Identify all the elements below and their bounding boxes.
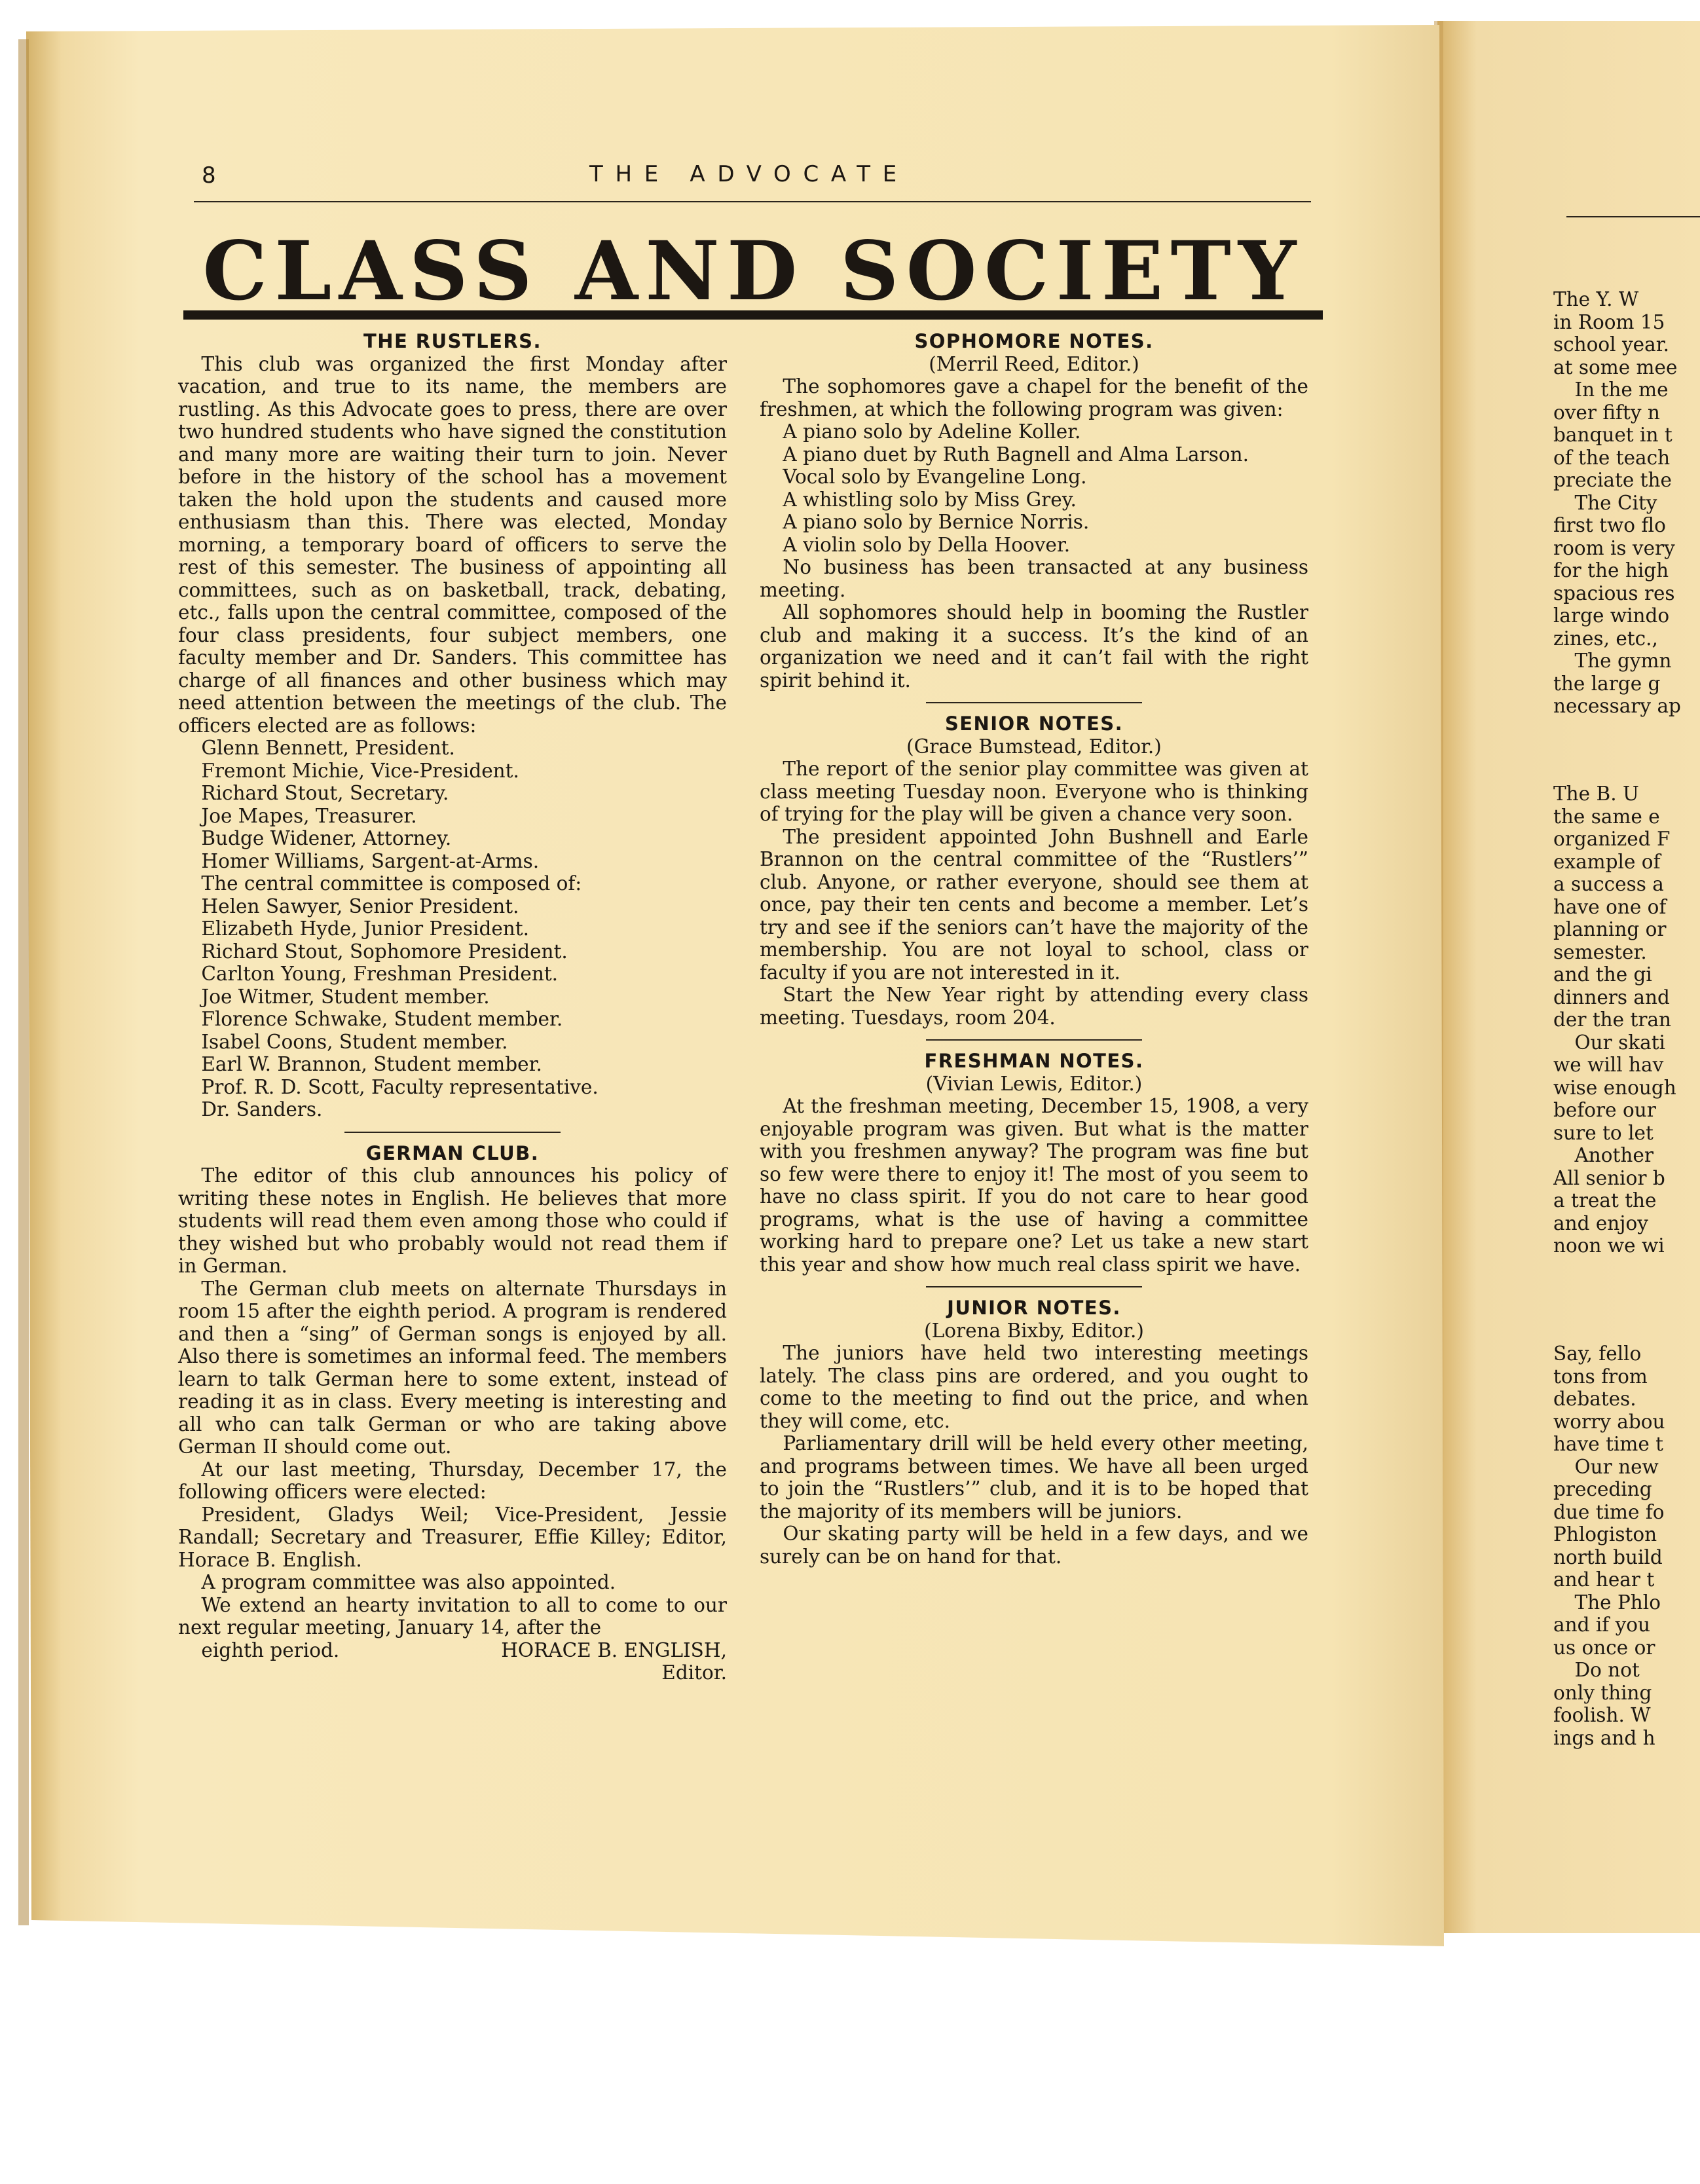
senior-notes-article — [760, 713, 1308, 1029]
junior-editor: (Lorena Bixby, Editor.) — [924, 1319, 1144, 1342]
fragment-line: All senior b — [1553, 1166, 1665, 1189]
editor-signature-title: Editor. — [661, 1661, 727, 1684]
freshman-editor: (Vivian Lewis, Editor.) — [925, 1072, 1143, 1095]
fragment-line: of the teach — [1553, 446, 1671, 469]
fragment-line: example of — [1553, 850, 1661, 873]
paragraph: The German club meets on alternate Thursdays in room 15 after the eighth period. A program is rendered and then a “sing” of German songs is enjoyed by all. Also there is sometimes an informal feed. The members learn to talk German here to some extent, instead of reading it as in class. Every meeting is interesting and all who can talk German or who are taking above German II should come out. — [178, 1277, 727, 1458]
fragment-line: a success a — [1553, 873, 1664, 895]
senior-heading: SENIOR NOTES. — [944, 713, 1124, 735]
fragment-line: Our new — [1574, 1455, 1659, 1478]
fragment-line: over fifty n — [1553, 401, 1660, 424]
publication-header: THE ADVOCATE — [589, 161, 909, 187]
fragment-line: spacious res — [1553, 582, 1675, 604]
section-divider — [926, 1039, 1142, 1041]
sophomore-editor: (Merril Reed, Editor.) — [929, 352, 1139, 375]
list-item: Richard Stout, Secretary. — [201, 782, 449, 804]
fragment-line: before our — [1553, 1099, 1656, 1121]
fragment-line: in Room 15 — [1553, 310, 1665, 333]
left-column — [178, 330, 727, 1684]
list-item: Budge Widener, Attorney. — [201, 827, 452, 849]
fragment-line: der the tran — [1553, 1009, 1672, 1031]
fragment-line: sure to let — [1553, 1121, 1654, 1144]
rustlers-heading: THE RUSTLERS. — [363, 330, 542, 352]
fragment-line: The B. U — [1553, 783, 1639, 805]
fragment-line: first two flo — [1553, 514, 1666, 536]
fragment-line: The gymn — [1574, 650, 1672, 672]
list-item: Glenn Bennett, President. — [201, 737, 455, 759]
paragraph: A program committee was also appointed. — [201, 1571, 616, 1593]
section-divider — [926, 702, 1142, 703]
list-item: Helen Sawyer, Senior President. — [201, 895, 519, 917]
rustlers-body: This club was organized the first Monday after vacation, and true to its name, the members are rustling. As this Advocate goes to press, there are over two hundred students who have signed the constitution and many more are waiting their turn to join. Never before in the history of the school has a movement taken the hold upon the students and caused more enthusiasm than this. There was elected, Monday morning, a temporary board of officers to serve the rest of this semester. The business of appointing all committees, such as on basketball, track, debating, etc., falls upon the central committee, composed of the four class presidents, four subject members, one faculty member and Dr. Sanders. This committee has charge of all finances and other business which may need attention between the meetings of the club. The officers elected are as follows: — [178, 352, 727, 737]
list-item: A piano duet by Ruth Bagnell and Alma Larson. — [783, 443, 1249, 466]
sophomore-program-list — [760, 420, 1308, 556]
fragment-line: and enjoy — [1553, 1212, 1648, 1234]
junior-heading: JUNIOR NOTES. — [947, 1297, 1121, 1319]
next-page-fragment-3 — [1553, 1342, 1700, 1749]
list-item: Vocal solo by Evangeline Long. — [783, 466, 1087, 488]
freshman-heading: FRESHMAN NOTES. — [924, 1050, 1144, 1072]
middle-column — [760, 330, 1308, 1568]
list-item: The central committee is composed of: — [201, 872, 582, 895]
list-item: A piano solo by Bernice Norris. — [783, 511, 1090, 533]
fragment-line: organized F — [1553, 828, 1671, 850]
fragment-line: north build — [1553, 1545, 1663, 1568]
list-item: Homer Williams, Sargent-at-Arms. — [201, 849, 540, 872]
fragment-line: a treat the — [1553, 1189, 1657, 1212]
list-item: Carlton Young, Freshman President. — [201, 963, 559, 985]
list-item: Joe Witmer, Student member. — [201, 985, 490, 1008]
fragment-line: dinners and — [1553, 986, 1670, 1009]
list-item: Elizabeth Hyde, Junior President. — [201, 917, 530, 940]
fragment-line: The City — [1574, 491, 1657, 514]
next-page-fragment-1 — [1553, 288, 1700, 718]
paragraph: The sophomores gave a chapel for the benefit of the freshmen, at which the following program was given: — [760, 375, 1308, 420]
fragment-line: for the high — [1553, 559, 1669, 582]
paragraph: The president appointed John Bushnell and Earle Brannon on the central committee of the “Rustlers’” club. Anyone, or rather everyone, should see them at once, pay their ten cents and become a member. Let’s try and see if the seniors can’t have the majority of the membership. You are not loyal to school, class or faculty if you are not interested in it. — [760, 825, 1308, 984]
fragment-line: room is very — [1553, 536, 1675, 559]
german-club-article — [178, 1142, 727, 1684]
junior-notes-article — [760, 1297, 1308, 1568]
fragment-line: foolish. W — [1553, 1704, 1651, 1726]
next-page-fragment-2 — [1553, 783, 1700, 1257]
fragment-line: and hear t — [1553, 1568, 1655, 1591]
fragment-line: us once or — [1553, 1636, 1655, 1659]
fragment-line: we will hav — [1553, 1054, 1664, 1076]
fragment-line: have time t — [1553, 1433, 1664, 1455]
fragment-line: preciate the — [1553, 469, 1672, 491]
signature-line — [178, 1639, 727, 1662]
german-club-heading: GERMAN CLUB. — [365, 1141, 540, 1164]
paragraph: The report of the senior play committee was given at class meeting Tuesday noon. Everyone who is thinking of trying for the play will be given a chance very soon. — [760, 758, 1308, 825]
list-item: Joe Mapes, Treasurer. — [201, 804, 417, 827]
editor-signature: HORACE B. ENGLISH, — [501, 1638, 727, 1661]
fragment-line: planning or — [1553, 918, 1667, 940]
fragment-line: Say, fello — [1553, 1342, 1642, 1365]
paragraph: The juniors have held two interesting meetings lately. The class pins are ordered, and you ought to come to the meeting to find out the price, and when they will come, etc. — [760, 1342, 1308, 1432]
paragraph: We extend an hearty invitation to all to come to our next regular meeting, January 14, after the — [178, 1593, 727, 1638]
senior-editor: (Grace Bumstead, Editor.) — [906, 735, 1162, 758]
paragraph: Parliamentary drill will be held every other meeting, and programs between times. We have all been urged to join the “Rustlers’” club, and it is to be hoped that the majority of its members will be juniors. — [760, 1432, 1308, 1523]
fragment-line: The Phlo — [1574, 1591, 1661, 1614]
list-item: Isabel Coons, Student member. — [201, 1030, 508, 1053]
fragment-line: at some mee — [1553, 356, 1678, 379]
section-divider — [926, 1286, 1142, 1287]
page-title: CLASS AND SOCIETY — [202, 224, 1304, 319]
fragment-line: wise enough — [1553, 1076, 1676, 1099]
fragment-line: the same e — [1553, 805, 1660, 828]
fragment-line: semester. — [1553, 940, 1647, 963]
section-divider — [344, 1132, 561, 1133]
paragraph: At the freshman meeting, December 15, 1908, a very enjoyable program was given. But what is the matter with you freshmen anyway? The program was fine but so few were there to enjoy it! The most of you seem to have no class spirit. If you do not care to hear good programs, what is the use of having a committee working hard to prepare one? Let us take a new start this year and show how much real class spirit we have. — [760, 1095, 1308, 1276]
fragment-line: worry abou — [1553, 1410, 1665, 1433]
fragment-line: Do not — [1574, 1659, 1640, 1681]
rustlers-article — [178, 330, 727, 1121]
list-item: Prof. R. D. Scott, Faculty representative. — [201, 1075, 599, 1098]
list-item: Dr. Sanders. — [201, 1098, 323, 1120]
fragment-line: the large g — [1553, 672, 1661, 695]
fragment-line: Our skati — [1574, 1031, 1665, 1054]
fragment-line: have one of — [1553, 895, 1667, 918]
sophomore-heading: SOPHOMORE NOTES. — [914, 330, 1154, 352]
list-item: A whistling solo by Miss Grey. — [783, 488, 1077, 511]
paragraph: President, Gladys Weil; Vice-President, Jessie Randall; Secretary and Treasurer, Effie Killey; Editor, Horace B. English. — [178, 1503, 727, 1571]
fragment-line: and if you — [1553, 1614, 1651, 1636]
fragment-line: noon we wi — [1553, 1234, 1665, 1257]
fragment-line: due time fo — [1553, 1500, 1665, 1523]
paragraph-end: eighth period. — [201, 1638, 340, 1661]
fragment-line: only thing — [1553, 1681, 1652, 1704]
sophomore-notes-article — [760, 330, 1308, 692]
list-item: Richard Stout, Sophomore President. — [201, 940, 568, 963]
paragraph: All sophomores should help in booming the Rustler club and making it a success. It’s the kind of an organization we need and it can’t fail with the right spirit behind it. — [760, 601, 1308, 692]
fragment-line: The Y. W — [1553, 288, 1639, 310]
page-number: 8 — [202, 162, 216, 189]
rustlers-officer-list — [178, 737, 727, 1121]
paragraph: At our last meeting, Thursday, December 17, the following officers were elected: — [178, 1458, 727, 1503]
fragment-line: ings and h — [1553, 1726, 1655, 1749]
freshman-notes-article — [760, 1050, 1308, 1276]
paragraph: Start the New Year right by attending every class meeting. Tuesdays, room 204. — [760, 984, 1308, 1029]
fragment-line: necessary ap — [1553, 695, 1681, 717]
list-item: Earl W. Brannon, Student member. — [201, 1053, 542, 1075]
fragment-line: Another — [1574, 1144, 1654, 1166]
fragment-line: school year. — [1553, 333, 1669, 356]
fragment-line: and the gi — [1553, 963, 1652, 986]
list-item: Florence Schwake, Student member. — [201, 1008, 563, 1030]
list-item: A piano solo by Adeline Koller. — [783, 420, 1081, 443]
fragment-line: In the me — [1574, 379, 1669, 401]
paragraph: No business has been transacted at any business meeting. — [760, 556, 1308, 601]
fragment-line: debates. — [1553, 1388, 1636, 1410]
list-item: A violin solo by Della Hoover. — [783, 533, 1071, 556]
fragment-line: large windo — [1553, 604, 1670, 627]
fragment-line: zines, etc., — [1553, 627, 1658, 650]
paragraph: Our skating party will be held in a few days, and we surely can be on hand for that. — [760, 1523, 1308, 1568]
fragment-line: banquet in t — [1553, 424, 1672, 446]
fragment-line: tons from — [1553, 1365, 1648, 1388]
fragment-line: Phlogiston — [1553, 1523, 1657, 1545]
fragment-line: preceding — [1553, 1478, 1652, 1500]
list-item: Fremont Michie, Vice-President. — [201, 759, 519, 782]
paragraph: The editor of this club announces his policy of writing these notes in English. He believes that more students will read them even among those who could if they wished but who probably would not read them if in German. — [178, 1164, 727, 1277]
